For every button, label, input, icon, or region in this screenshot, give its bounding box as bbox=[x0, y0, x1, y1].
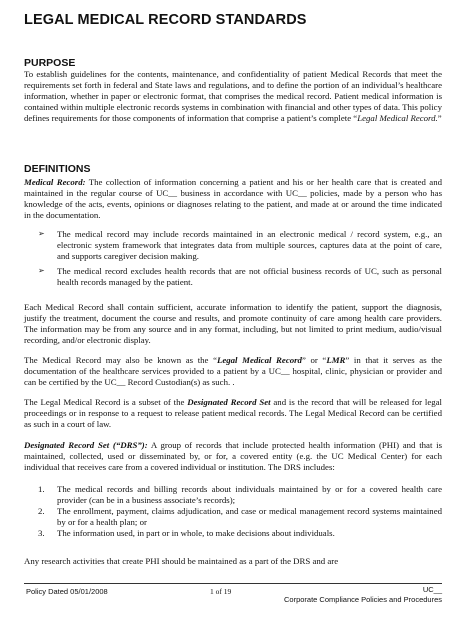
page-title: LEGAL MEDICAL RECORD STANDARDS bbox=[24, 12, 307, 28]
arrow-bullet-icon: ➢ bbox=[38, 229, 45, 238]
drs-text: A group of records that include protected health information (PHI) and that is maintained, collected, used or disseminated by, or for, a covered entity (e.g. the UC Medical Center) for each individual that receives care from a covered individual or institution. The DRS includes: bbox=[24, 440, 442, 472]
subset-text-1: The Legal Medical Record is a subset of the bbox=[24, 397, 188, 407]
research-paragraph: Any research activities that create PHI should be maintained as a part of the DRS and are bbox=[24, 556, 339, 566]
medical-record-bullets bbox=[38, 229, 442, 292]
medical-record-term: Medical Record: bbox=[24, 177, 86, 187]
list-number: 3. bbox=[38, 527, 45, 538]
purpose-italic-term: Legal Medical Record. bbox=[357, 112, 438, 123]
purpose-end-quote: ” bbox=[437, 112, 442, 123]
medical-record-definition bbox=[24, 177, 442, 221]
footer-policy-date: Policy Dated 05/01/2008 bbox=[26, 587, 108, 596]
subset-paragraph bbox=[24, 397, 442, 430]
lmr-paragraph bbox=[24, 355, 442, 388]
arrow-bullet-icon: ➢ bbox=[38, 265, 45, 275]
lmr-text-3: ” in that it serves as the documentation of the healthcare services provided to a patient by a UC__ hospital, clinic, physician or provider and can be certified by the UC__ Record Custodian(s) as such. . bbox=[24, 355, 442, 387]
list-text: The enrollment, payment, claims adjudication, and case or medical management record systems maintained by or for a health plan; or bbox=[57, 505, 442, 527]
purpose-paragraph bbox=[24, 69, 442, 124]
subset-text-2: and is the record that will be released for legal proceedings or in response to a request to release patient medical records. The Legal Medical Record can be certified as such in a court of law. bbox=[24, 397, 442, 429]
each-medical-record-paragraph: Each Medical Record shall contain sufficient, accurate information to identify the patient, support the diagnosis, justify the treatment, document the course and results, and promote continuity of care among health care providers. The information may be from any source and in any format, including, but not limited to print medium, audio/visual recording, and/or electronic display. bbox=[24, 302, 442, 345]
list-item bbox=[38, 506, 442, 528]
list-item bbox=[38, 266, 442, 288]
purpose-text: To establish guidelines for the contents, maintenance, and confidentiality of patient Medical Records that meet the requirements set forth in federal and State laws and regulations, and to define the portion of an individual’s healthcare information, whether in paper or electronic format, that comprises the medical record. Patient medical information is contained within multiple electronic records systems in combination with financial and other types of data. This policy defines requirements for those components of information that comprise a patient’s complete “ bbox=[24, 69, 442, 123]
drs-definition bbox=[24, 440, 442, 473]
drs-term: Designated Record Set (“DRS”): bbox=[24, 440, 148, 450]
list-item bbox=[38, 484, 442, 506]
list-number: 1. bbox=[38, 484, 45, 494]
definitions-heading: DEFINITIONS bbox=[24, 163, 91, 175]
bullet-text: The medical record may include records maintained in an electronic medical / record system, e.g., an electronic system framework that integrates data from multiple sources, captures data at the point of care, and supports caregiver decision making. bbox=[57, 229, 442, 261]
drs-list bbox=[38, 484, 442, 539]
footer-policy-series: Corporate Compliance Policies and Procedures bbox=[284, 595, 442, 604]
list-text: The information used, in part or in whole, to make decisions about individuals. bbox=[57, 527, 335, 538]
list-text: The medical records and billing records about individuals maintained by or for a covered health care provider (can be in a business associate’s records); bbox=[57, 484, 442, 505]
designated-record-set-term: Designated Record Set bbox=[187, 397, 271, 407]
footer-page-number: 1 of 19 bbox=[210, 587, 232, 596]
lmr-text-1: The Medical Record may also be known as the “ bbox=[24, 355, 217, 365]
purpose-heading: PURPOSE bbox=[24, 57, 76, 69]
list-item bbox=[38, 229, 442, 262]
lmr-text-2: ” or “ bbox=[301, 355, 327, 365]
medical-record-text: The collection of information concerning a patient and his or her health care that is created and maintained in the regular course of UC__ business in accordance with UC__ policies, made by a person who has knowledge of the acts, events, opinions or diagnoses relating to the patient, and made at or around the time indicated in the documentation. bbox=[24, 177, 443, 220]
lmr-term-legal-medical-record: Legal Medical Record bbox=[216, 355, 302, 365]
footer-organization: UC__ bbox=[422, 585, 442, 594]
bullet-text: The medical record excludes health records that are not official business records of UC, such as personal health records managed by the patient. bbox=[57, 265, 442, 287]
footer-divider bbox=[24, 583, 442, 584]
list-number: 2. bbox=[38, 505, 45, 516]
list-item bbox=[38, 528, 442, 539]
lmr-term-lmr: LMR bbox=[326, 355, 346, 365]
